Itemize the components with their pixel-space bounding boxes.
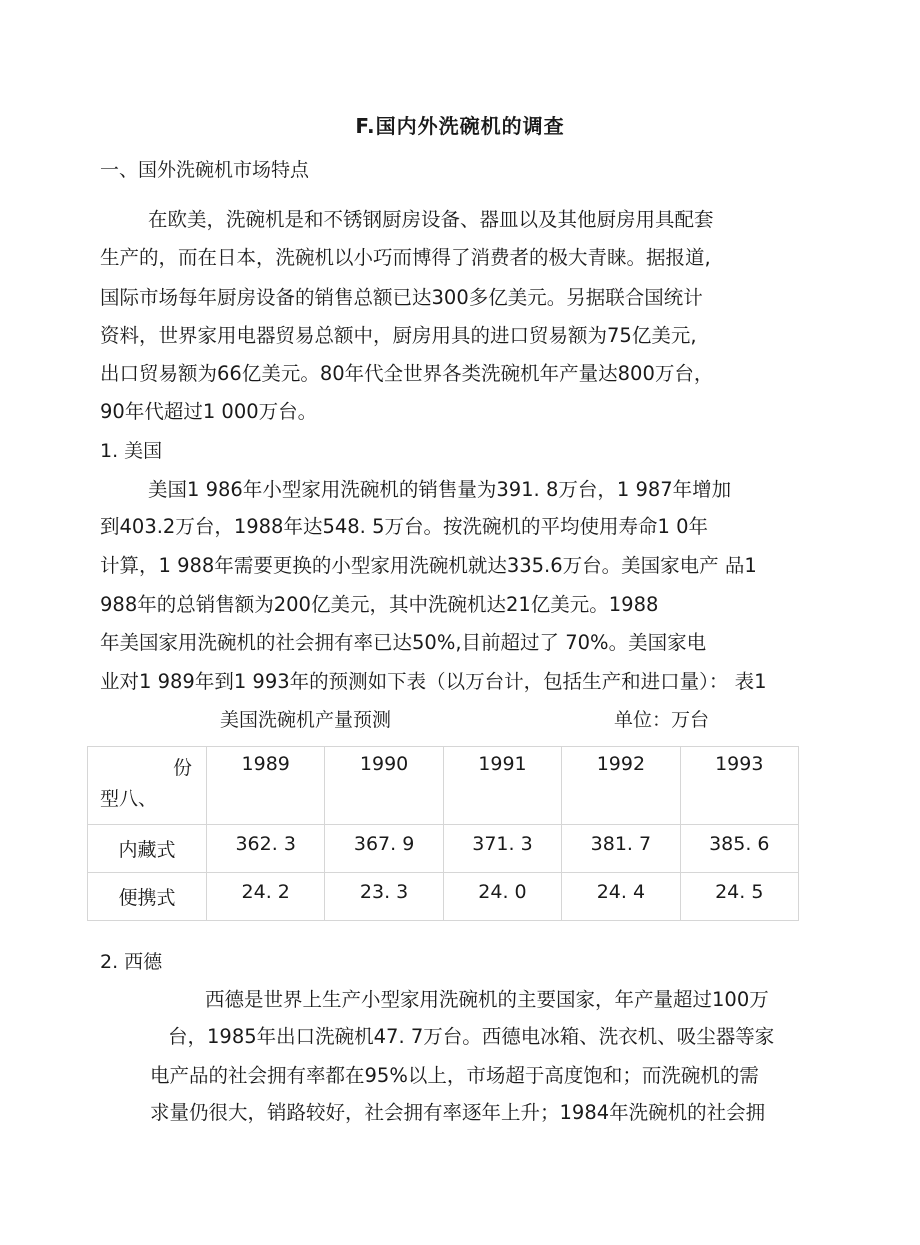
- year-header: 1992: [562, 747, 680, 825]
- row-label: 便携式: [88, 873, 207, 921]
- table-cell: 24. 2: [207, 873, 325, 921]
- intro-paragraph-line: 生产的，而在日本，洗碗机以小巧而博得了消费者的极大青睐。据报道,: [100, 246, 711, 269]
- year-header: 1991: [443, 747, 561, 825]
- intro-paragraph-line: 出口贸易额为66亿美元。80年代全世界各类洗碗机年产量达800万台，: [100, 362, 714, 385]
- table-header-row: [88, 747, 799, 825]
- intro-paragraph-line: 90年代超过1 000万台。: [100, 400, 318, 423]
- table-row: [88, 873, 799, 921]
- corner-label-bottom: 型八、: [100, 788, 158, 810]
- usa-paragraph-line: 988年的总销售额为200亿美元，其中洗碗机达21亿美元。1988: [100, 593, 659, 616]
- row-label: 内藏式: [88, 825, 207, 873]
- corner-label-top: 份: [172, 757, 192, 779]
- table-cell: 381. 7: [562, 825, 680, 873]
- table-cell: 367. 9: [325, 825, 443, 873]
- germany-paragraph-line: 西德是世界上生产小型家用洗碗机的主要国家，年产量超过100万: [205, 988, 769, 1011]
- forecast-table: [87, 746, 799, 921]
- usa-paragraph-line: 到403.2万台，1988年达548. 5万台。按洗碗机的平均使用寿命1 0年: [100, 515, 708, 538]
- usa-paragraph-line: 业对1 989年到1 993年的预测如下表（以万台计，包括生产和进口量）： 表1: [100, 670, 767, 693]
- year-header: 1990: [325, 747, 443, 825]
- year-header: 1989: [207, 747, 325, 825]
- germany-paragraph-line: 台，1985年出口洗碗机47. 7万台。西德电冰箱、洗衣机、吸尘器等家: [168, 1025, 775, 1048]
- table-corner-cell: [88, 747, 207, 825]
- table-cell: 23. 3: [325, 873, 443, 921]
- germany-paragraph-line: 电产品的社会拥有率都在95%以上，市场超于高度饱和；而洗碗机的需: [150, 1064, 759, 1087]
- table-row: [88, 825, 799, 873]
- intro-paragraph-line: 资料，世界家用电器贸易总额中，厨房用具的进口贸易额为75亿美元,: [100, 324, 697, 347]
- intro-paragraph-line: 国际市场每年厨房设备的销售总额已达300多亿美元。另据联合国统计: [100, 286, 703, 309]
- subsection-heading-germany: 2. 西德: [100, 951, 163, 973]
- page-title: F.国内外洗碗机的调查: [355, 114, 565, 138]
- table-unit: 单位：万台: [614, 709, 710, 731]
- usa-paragraph-line: 年美国家用洗碗机的社会拥有率已达50%,目前超过了 70%。美国家电: [100, 631, 707, 654]
- germany-paragraph-line: 求量仍很大，销路较好，社会拥有率逐年上升；1984年洗碗机的社会拥: [150, 1101, 766, 1124]
- usa-paragraph-line: 计算，1 988年需要更换的小型家用洗碗机就达335.6万台。美国家电产 品1: [100, 554, 757, 577]
- intro-paragraph-line: 在欧美，洗碗机是和不锈钢厨房设备、器皿以及其他厨房用具配套: [148, 208, 714, 231]
- subsection-heading-usa: 1. 美国: [100, 440, 163, 462]
- table-cell: 24. 0: [443, 873, 561, 921]
- table-caption: 美国洗碗机产量预测: [220, 709, 392, 731]
- section-heading-foreign-market: 一、国外洗碗机市场特点: [100, 159, 310, 181]
- table-cell: 362. 3: [207, 825, 325, 873]
- year-header: 1993: [680, 747, 798, 825]
- usa-paragraph-line: 美国1 986年小型家用洗碗机的销售量为391. 8万台，1 987年增加: [148, 478, 732, 501]
- table-cell: 371. 3: [443, 825, 561, 873]
- table-cell: 385. 6: [680, 825, 798, 873]
- table-cell: 24. 5: [680, 873, 798, 921]
- table-cell: 24. 4: [562, 873, 680, 921]
